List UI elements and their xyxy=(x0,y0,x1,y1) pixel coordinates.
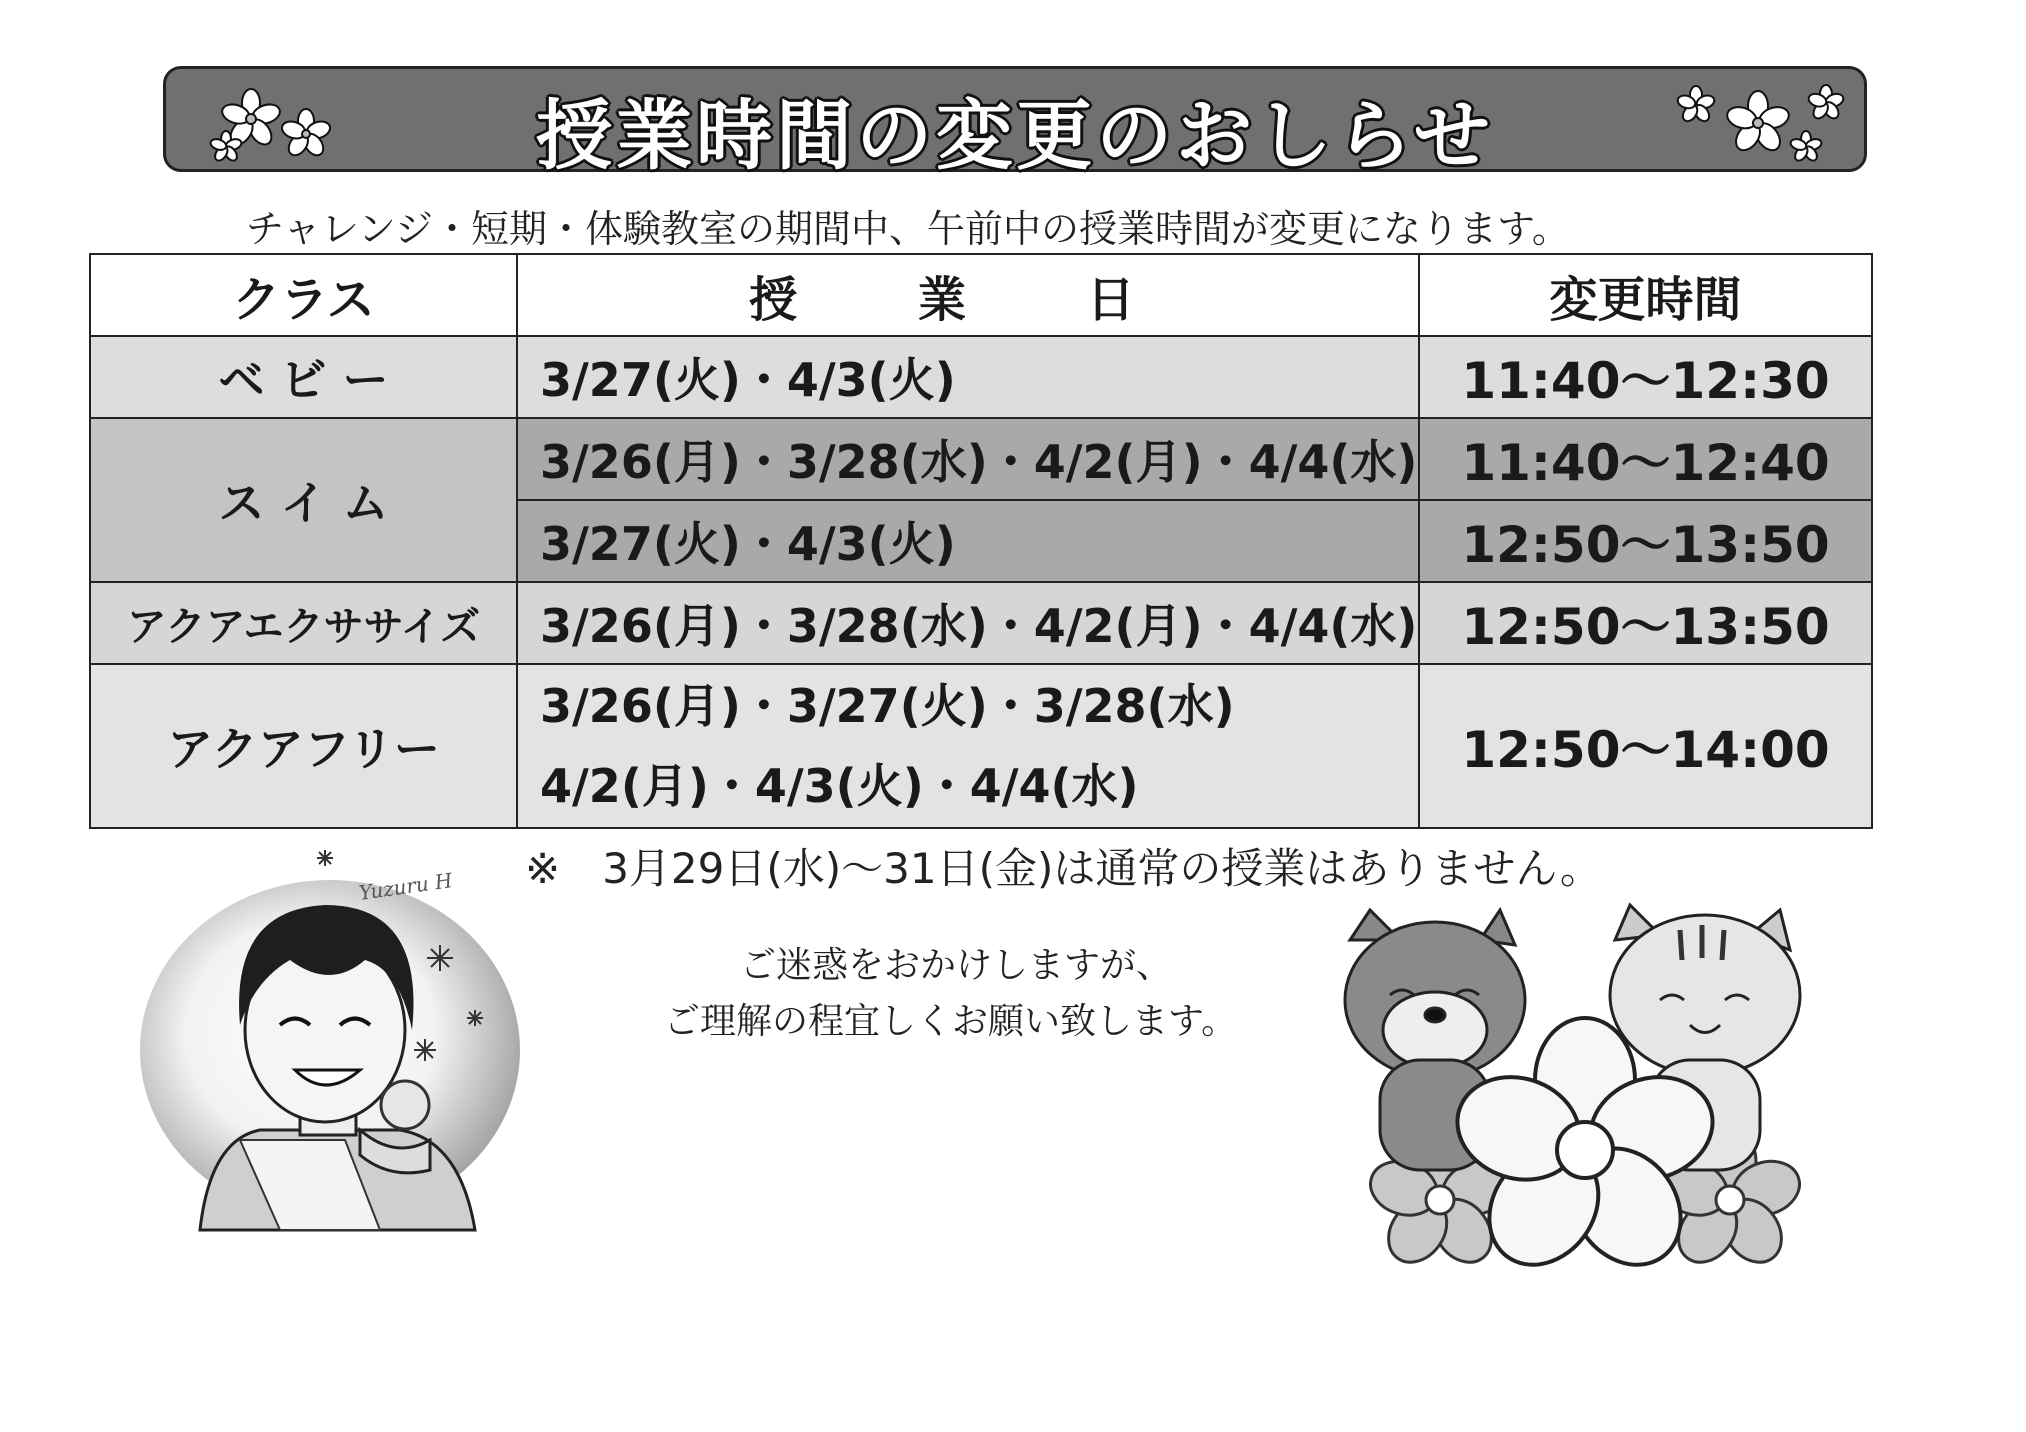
signature: Yuzuru H xyxy=(357,868,454,905)
cats-illustration xyxy=(1330,900,1850,1300)
class-cell: ス イ ム xyxy=(90,418,517,582)
table-row xyxy=(90,582,1872,664)
time-cell: 12:50～14:00 xyxy=(1419,664,1872,828)
time-cell: 11:40～12:30 xyxy=(1419,336,1872,418)
header-days: 授 業 日 xyxy=(517,254,1419,336)
days-cell: 3/27(火)・4/3(火) xyxy=(517,500,1419,582)
days-line: 3/26(月)・3/27(火)・3/28(水) xyxy=(540,679,1235,733)
intro-text: チャレンジ・短期・体験教室の期間中、午前中の授業時間が変更になります。 xyxy=(246,207,1570,251)
skater-illustration xyxy=(130,840,530,1240)
days-cell xyxy=(517,664,1419,828)
apology-line: ご理解の程宜しくお願い致します。 xyxy=(664,1001,1238,1042)
days-cell: 3/26(月)・3/28(水)・4/2(月)・4/4(水) xyxy=(517,418,1419,500)
time-cell: 11:40～12:40 xyxy=(1419,418,1872,500)
days-cell: 3/27(火)・4/3(火) xyxy=(517,336,1419,418)
apology-text xyxy=(620,938,1320,1050)
table-row xyxy=(90,336,1872,418)
class-cell: アクアエクササイズ xyxy=(90,582,517,664)
holiday-note: ※ 3月29日(水)～31日(金)は通常の授業はありません。 xyxy=(525,844,1602,893)
table-row xyxy=(90,664,1872,828)
apology-line: ご迷惑をおかけしますが、 xyxy=(740,945,1173,986)
table-row xyxy=(90,418,1872,500)
time-cell: 12:50～13:50 xyxy=(1419,500,1872,582)
cherry-blossom-icon xyxy=(1666,75,1856,167)
class-cell: アクアフリー xyxy=(90,664,517,828)
table-header-row xyxy=(90,254,1872,336)
header-class: クラス xyxy=(90,254,517,336)
class-cell: ベ ビ ー xyxy=(90,336,517,418)
page-title: 授業時間の変更のおしらせ xyxy=(536,91,1494,180)
days-line: 4/2(月)・4/3(火)・4/4(水) xyxy=(540,759,1139,813)
header-time: 変更時間 xyxy=(1419,254,1872,336)
time-cell: 12:50～13:50 xyxy=(1419,582,1872,664)
days-cell: 3/26(月)・3/28(水)・4/2(月)・4/4(水) xyxy=(517,582,1419,664)
schedule-table xyxy=(89,253,1873,829)
title-banner xyxy=(163,66,1867,180)
